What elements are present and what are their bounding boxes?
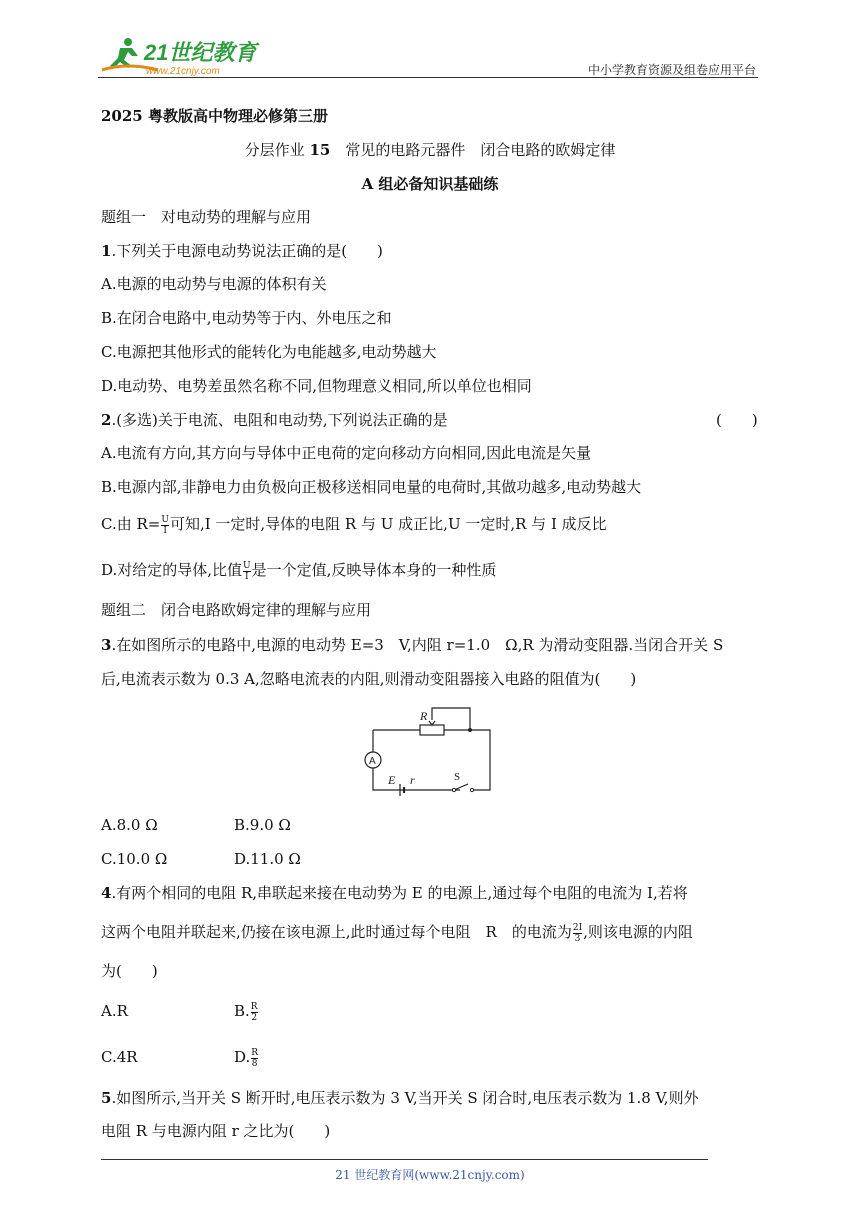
label-S: S (454, 771, 461, 783)
fraction-r-over-8: $\frac{R}{8}$ (251, 1047, 259, 1069)
label-R: R (420, 709, 428, 723)
question-5-stem-line2: 电阻 R 与电源内阻 r 之比为( ) (101, 1122, 331, 1140)
question-2-option-a: A.电流有方向,其方向与导体中正电荷的定向移动方向相同,因此电流是矢量 (101, 444, 592, 462)
fraction-u-over-i: $\frac{U}{I}$ (161, 514, 169, 536)
logo-url: www.21cnjy.com (146, 66, 220, 77)
question-3-stem-line1: 3.在如图所示的电路中,电源的电动势 E=3 V,内阻 r=1.0 Ω,R 为滑动变阻器.当闭合开关 S (101, 636, 724, 654)
header-divider (98, 77, 758, 78)
question-2-option-b: B.电源内部,非静电力由负极向正极移送相同电量的电荷时,其做功越多,电动势越大 (101, 478, 642, 496)
header-platform-text: 中小学教育资源及组卷应用平台 (587, 63, 756, 77)
logo-text: 21世纪教育 (144, 40, 257, 65)
question-3-option-c: C.10.0 Ω (101, 850, 168, 868)
site-logo (98, 34, 268, 78)
question-3-option-b: B.9.0 Ω (234, 816, 291, 834)
question-4-stem-line1: 4.有两个相同的电阻 R,串联起来接在电动势为 E 的电源上,通过每个电阻的电流为 I,若将 (101, 884, 688, 902)
fraction-r-over-2: $\frac{R}{2}$ (250, 1001, 258, 1023)
label-r: r (410, 773, 415, 787)
document-title: 2025 粤教版高中物理必修第三册 (101, 107, 328, 125)
question-2-answer-paren: ( ) (716, 411, 758, 429)
question-1-option-b: B.在闭合电路中,电动势等于内、外电压之和 (101, 309, 392, 327)
question-2-option-d: D.对给定的导体,比值 $\frac{U}{I}$ 是一个定值,反映导体本身的一种性质 (101, 560, 497, 582)
topic-heading-1: 题组一 对电动势的理解与应用 (101, 208, 312, 226)
label-E: E (388, 773, 396, 787)
question-1-option-a: A.电源的电动势与电源的体积有关 (101, 275, 327, 293)
question-4-option-d: D. $\frac{R}{8}$ (234, 1047, 259, 1069)
label-A: A (369, 756, 376, 767)
question-5-stem-line1: 5.如图所示,当开关 S 断开时,电压表示数为 3 V,当开关 S 闭合时,电压表示数为 1.8 V,则外 (101, 1089, 699, 1107)
question-2-option-c: C.由 R= $\frac{U}{I}$ 可知,I 一定时,导体的电阻 R 与 U 成正比,U 一定时,R 与 I 成反比 (101, 514, 607, 536)
question-4-option-a: A.R (101, 1002, 128, 1020)
group-title: A 组必备知识基础练 (361, 175, 499, 193)
fraction-u-over-i: $\frac{U}{I}$ (243, 560, 251, 582)
assignment-title: 分层作业 15 常见的电路元器件 闭合电路的欧姆定律 (244, 141, 616, 159)
question-1-option-d: D.电动势、电势差虽然名称不同,但物理意义相同,所以单位也相同 (101, 377, 532, 395)
question-1-stem: 1.下列关于电源电动势说法正确的是( ) (101, 242, 383, 260)
question-4-stem-line2: 这两个电阻并联起来,仍接在该电源上,此时通过每个电阻 R 的电流为 $\frac{2I}{3}$ ,则该电源的内阻 (101, 922, 693, 944)
topic-heading-2: 题组二 闭合电路欧姆定律的理解与应用 (101, 601, 372, 619)
page-header (98, 30, 758, 78)
question-3-stem-line2: 后,电流表示数为 0.3 A,忽略电流表的内阻,则滑动变阻器接入电路的阻值为( ) (101, 670, 637, 688)
question-4-stem-line3: 为( ) (101, 962, 158, 980)
question-4-option-c: C.4R (101, 1048, 138, 1066)
question-3-option-d: D.11.0 Ω (234, 850, 301, 868)
circuit-diagram (360, 700, 500, 796)
question-4-option-b: B. $\frac{R}{2}$ (234, 1001, 258, 1023)
footer-divider (101, 1159, 708, 1160)
question-1-option-c: C.电源把其他形式的能转化为电能越多,电动势越大 (101, 343, 437, 361)
question-2-stem: 2.(多选)关于电流、电阻和电动势,下列说法正确的是 (101, 411, 448, 429)
question-3-option-a: A.8.0 Ω (101, 816, 158, 834)
rheostat-symbol (420, 725, 444, 735)
fraction-2i-over-3: $\frac{2I}{3}$ (572, 922, 583, 944)
footer-text[interactable]: 21 世纪教育网(www.21cnjy.com) (335, 1168, 525, 1182)
